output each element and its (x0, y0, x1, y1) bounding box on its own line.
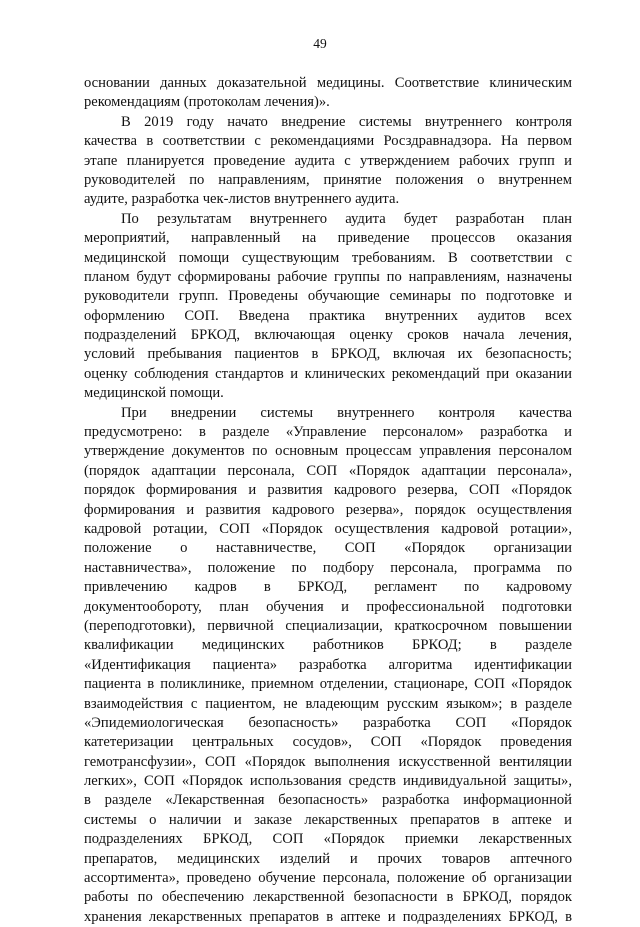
text-line: (порядок адаптации персонала, СОП «Порядок адаптации персонала», (84, 462, 572, 479)
text-line: этапе планируется проведение аудита с утверждением рабочих групп и (84, 152, 572, 169)
text-line: гемотрансфузии», СОП «Порядок выполнения искусственной вентиляции (84, 753, 572, 770)
text-line: мероприятий, направленный на приведение процессов оказания (84, 230, 572, 247)
text-line: системы о наличии и заказе лекарственных препаратов в аптеке и (84, 811, 572, 828)
paragraph (84, 74, 572, 113)
text-line: хранения лекарственных препаратов в аптеке и подразделениях БРКОД, в (84, 908, 572, 925)
text-line: основании данных доказательной медицины. Соответствие клиническим (84, 75, 572, 91)
text-line: утверждение документов по основным процессам управления персоналом (84, 443, 572, 460)
text-line: легких», СОП «Порядок использования средств индивидуальной защиты», (84, 773, 572, 790)
page-number: 49 (313, 36, 327, 51)
text-line: привлечению кадров в БРКОД, регламент по кадровому (84, 579, 572, 596)
text-line: качества в соответствии с рекомендациями Росздравнадзора. На первом (84, 133, 572, 150)
paragraph (84, 404, 572, 927)
text-line: аудите, разработка чек-листов внутреннего аудита. (84, 191, 400, 208)
text-line: руководители групп. Проведены обучающие семинары по подготовке и (84, 288, 572, 305)
text-line: порядок формирования и развития кадрового резерва, СОП «Порядок (84, 482, 572, 499)
text-line: квалификации медицинских работников БРКОД; в разделе (84, 637, 572, 654)
text-line: документообороту, план обучения и профессиональной подготовки (84, 598, 572, 615)
text-line: катетеризации центральных сосудов», СОП «Порядок проведения (84, 734, 572, 751)
text-line: При внедрении системы внутреннего контроля качества (121, 404, 572, 421)
text-line: препаратов, медицинских изделий и прочих товаров аптечного (84, 850, 572, 867)
text-line: рекомендациям (протоколам лечения)». (84, 94, 330, 111)
text-line: взаимодействия с пациентом, не владеющим русским языком»; в разделе (84, 695, 572, 712)
body-text (84, 74, 572, 927)
text-line: «Эпидемиологическая безопасность» разработка СОП «Порядок (84, 714, 572, 731)
text-line: формирования и развития кадрового резерва», порядок осуществления (84, 501, 572, 518)
text-line: медицинской помощи. (84, 385, 224, 402)
text-line: в разделе «Лекарственная безопасность» разработка информационной (84, 792, 572, 809)
paragraph (84, 210, 572, 404)
text-line: ассортимента», проведено обучение персонала, положение об организации (84, 870, 572, 887)
text-line: наставничества», положение по подбору персонала, программа по (84, 559, 572, 576)
text-line: По результатам внутреннего аудита будет разработан план (121, 210, 572, 227)
text-line: оформлению СОП. Введена практика внутренних аудитов всех (84, 307, 572, 324)
text-line: медицинской помощи существующим требованиям. В соответствии с (84, 249, 572, 266)
text-line: предусмотрено: в разделе «Управление персоналом» разработка и (84, 424, 572, 441)
text-line: пациента в поликлинике, приемном отделении, стационаре, СОП «Порядок (84, 676, 572, 693)
text-line: планом будут сформированы рабочие группы по направлениям, назначены (84, 268, 572, 285)
text-line: положение о наставничестве, СОП «Порядок организации (84, 540, 572, 557)
text-line: работы по обеспечению лекарственной безопасности в БРКОД, порядок (84, 889, 572, 906)
text-line: (переподготовки), первичной специализации, краткосрочном повышении (84, 617, 572, 634)
text-line: кадровой ротации, СОП «Порядок осуществления кадровой ротации», (84, 520, 572, 537)
text-line: «Идентификация пациента» разработка алгоритма идентификации (84, 656, 572, 673)
text-line: условий пребывания пациентов в БРКОД, включая их безопасность; (84, 346, 572, 363)
paragraph (84, 113, 572, 210)
text-line: подразделениях БРКОД, СОП «Порядок приемки лекарственных (84, 831, 572, 848)
text-line: руководителей по направлениям, принятие положения о внутреннем (84, 171, 572, 188)
text-line: подразделений БРКОД, включающая оценку сроков начала лечения, (84, 327, 572, 344)
text-line: оценку соблюдения стандартов и клинических рекомендаций при оказании (84, 365, 572, 382)
text-line: В 2019 году начато внедрение системы внутреннего контроля (121, 113, 572, 130)
